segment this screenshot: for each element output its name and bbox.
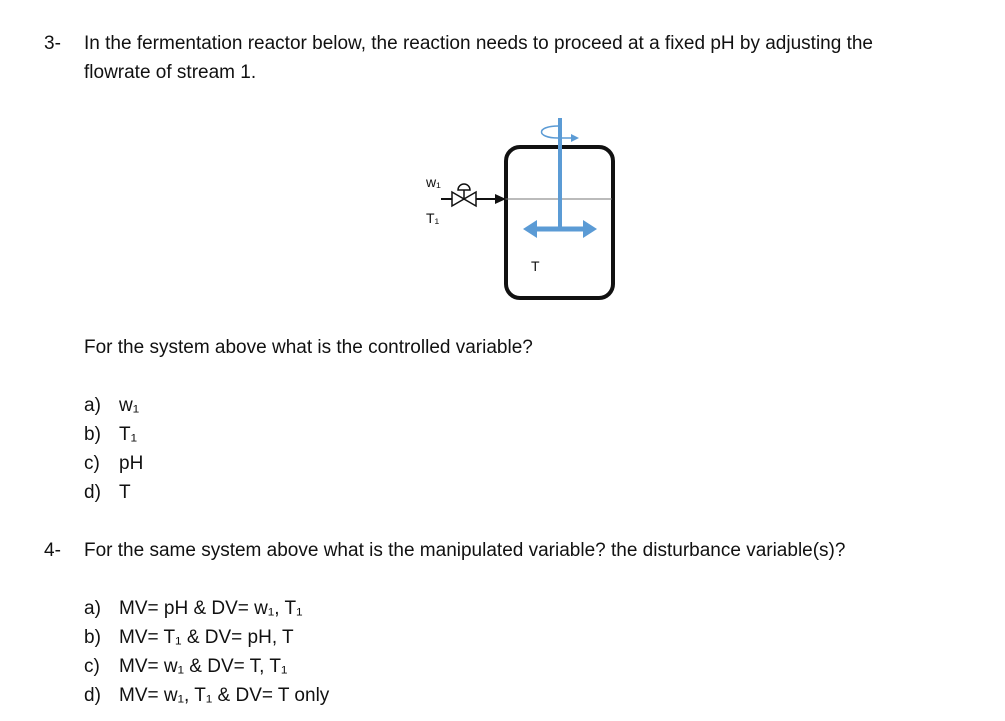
control-valve-icon: [452, 184, 476, 206]
q3-question: For the system above what is the controlled variable?: [84, 337, 533, 358]
q4-option-a-letter: a): [84, 598, 101, 619]
q3-option-c-text: pH: [119, 453, 144, 474]
q3-statement-line2: flowrate of stream 1.: [84, 62, 257, 83]
q4-option-c-letter: c): [84, 656, 100, 677]
q4-question: For the same system above what is the manipulated variable? the disturbance variable(s)?: [84, 540, 846, 561]
q3-statement-line1: In the fermentation reactor below, the reaction needs to proceed at a fixed pH by adjusting the: [84, 33, 873, 54]
q3-option-d-text: T: [119, 482, 131, 503]
q3-option-b-letter: b): [84, 424, 101, 445]
q4-option-b-text: MV= T₁ & DV= pH, T: [119, 627, 294, 648]
inlet-temp-label: T₁: [426, 210, 440, 226]
inlet-flow-label: w₁: [426, 174, 441, 190]
q3-option-d-letter: d): [84, 482, 101, 503]
q4-option-b-letter: b): [84, 627, 101, 648]
rotation-arrow-icon: [542, 126, 573, 138]
q3-option-a-text: w₁: [119, 395, 140, 416]
q4-option-d-letter: d): [84, 685, 101, 706]
tank-temp-label: T: [531, 258, 540, 274]
q4-option-d-text: MV= w₁, T₁ & DV= T only: [119, 685, 330, 706]
q4-option-a-text: MV= pH & DV= w₁, T₁: [119, 598, 303, 619]
q3-option-b-text: T₁: [119, 424, 138, 445]
q4-option-c-text: MV= w₁ & DV= T, T₁: [119, 656, 288, 677]
q3-number: 3-: [44, 33, 61, 54]
q4-number: 4-: [44, 540, 61, 561]
q3-option-a-letter: a): [84, 395, 101, 416]
q3-option-c-letter: c): [84, 453, 100, 474]
